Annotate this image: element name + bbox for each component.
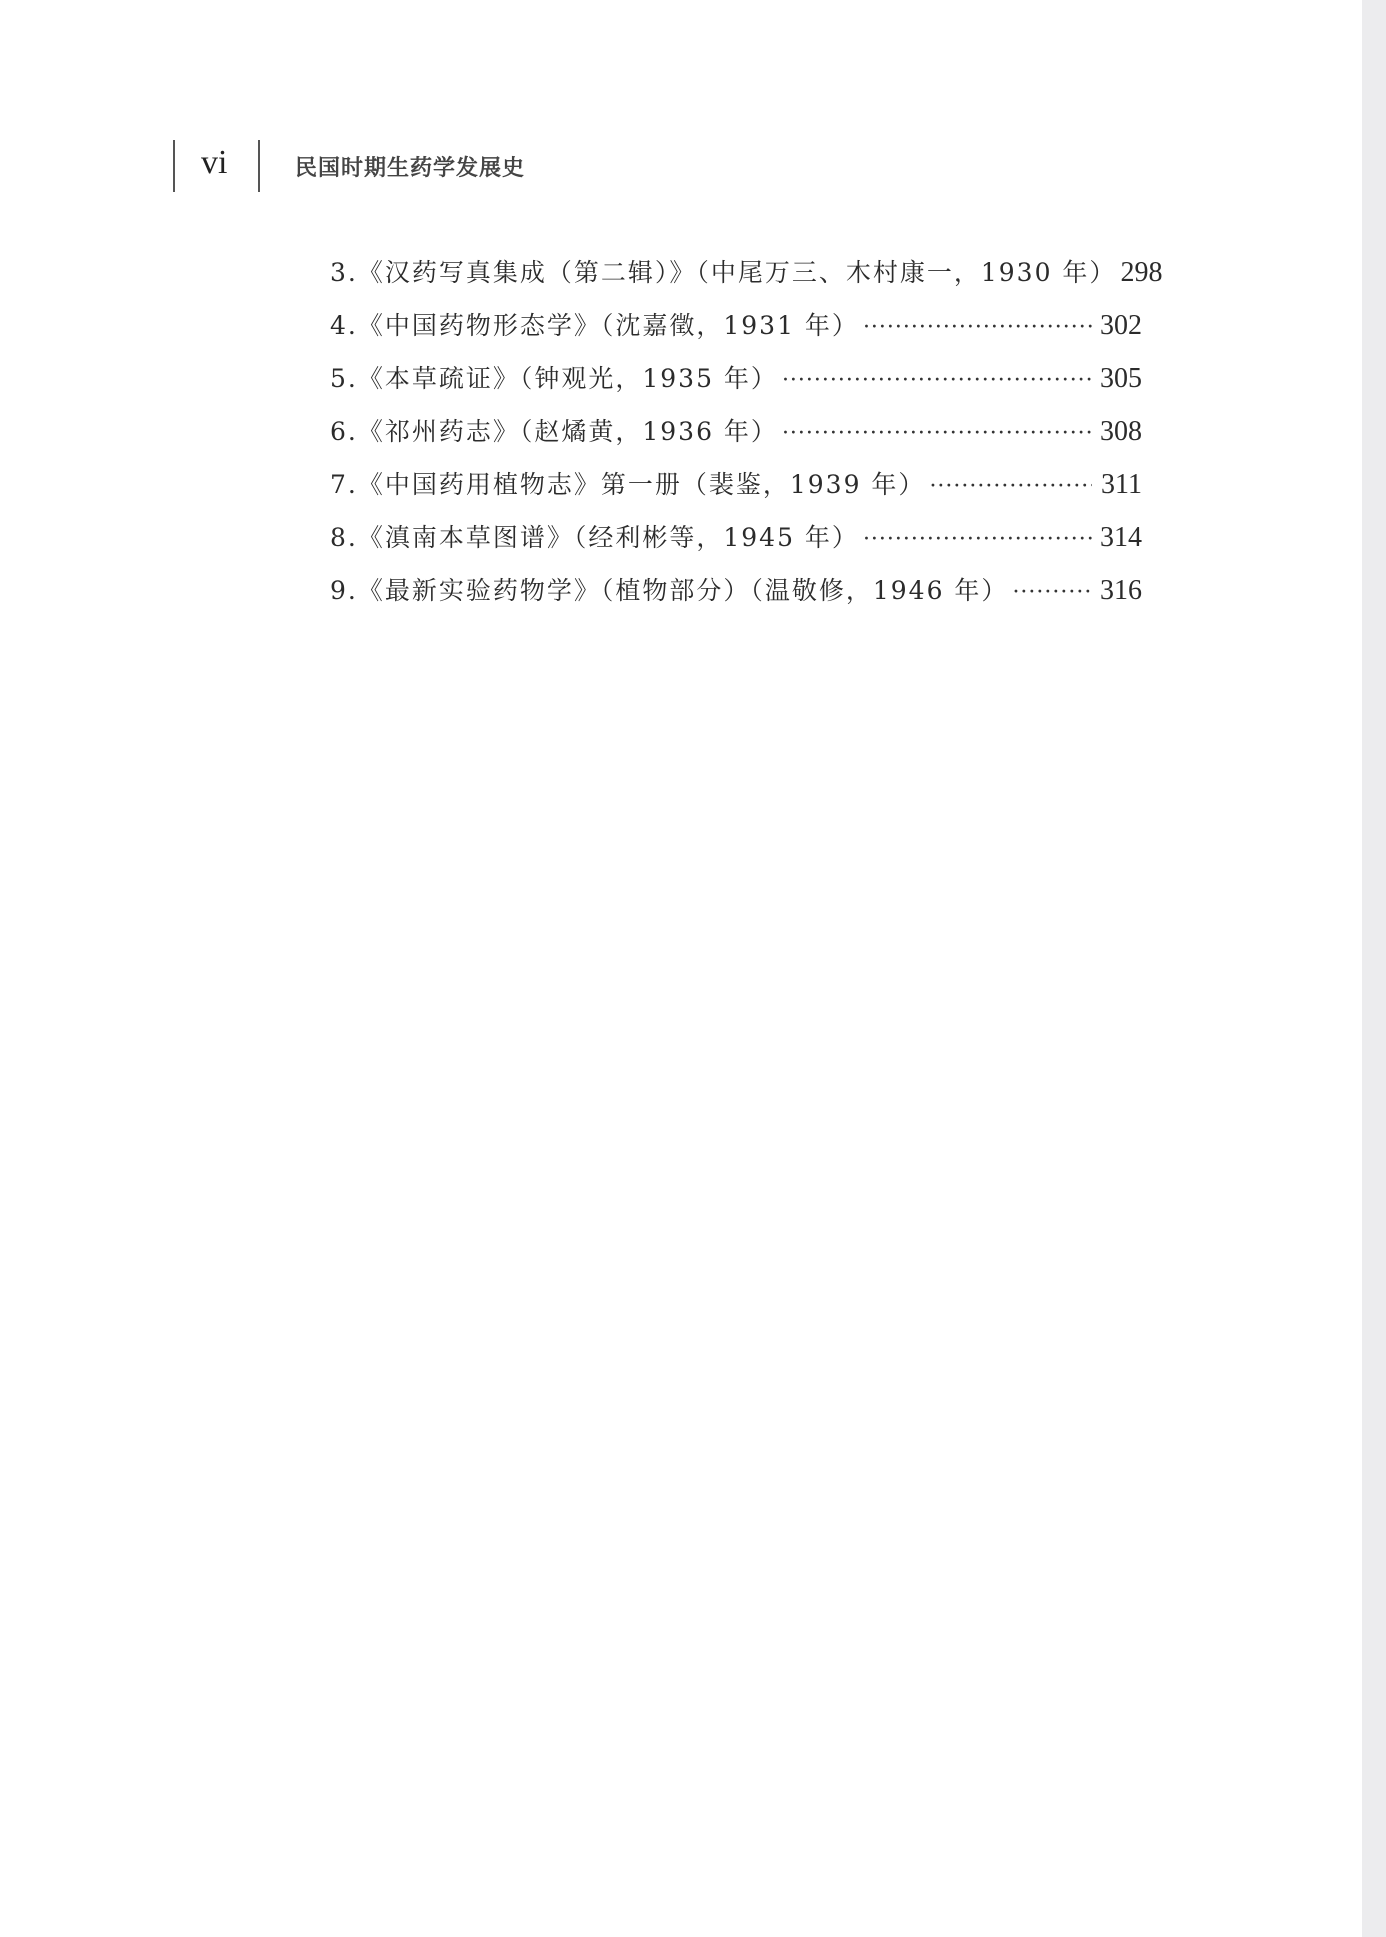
toc-entry-title: 3.《汉药写真集成（第二辑）》（中尾万三、木村康一，1930 年） [330, 258, 1117, 287]
toc-entry[interactable] [330, 253, 1163, 306]
toc-entry-page: 314 [1100, 522, 1142, 553]
toc-entry-page: 305 [1100, 363, 1142, 394]
toc-leader-dots [1012, 573, 1092, 613]
running-header [0, 0, 700, 200]
toc-entry-title: 5.《本草疏证》（钟观光，1935 年） [330, 364, 778, 393]
toc-leader-dots [863, 308, 1092, 348]
toc-entry-title: 8.《滇南本草图谱》（经利彬等，1945 年） [330, 523, 859, 552]
toc-entry[interactable] [330, 306, 1142, 359]
toc-entry-title: 9.《最新实验药物学》（植物部分）（温敬修，1946 年） [330, 576, 1009, 605]
toc-entry-page: 302 [1100, 310, 1142, 341]
toc-entry[interactable] [330, 571, 1142, 624]
toc-entry-title: 6.《祁州药志》（赵燏黄，1936 年） [330, 417, 778, 446]
page-edge-gutter [1362, 0, 1386, 1937]
toc-leader-dots [782, 414, 1092, 454]
toc-entry[interactable] [330, 518, 1142, 571]
table-of-contents [330, 253, 1163, 624]
toc-entry-page: 298 [1120, 257, 1163, 288]
header-divider-rule [258, 140, 260, 192]
toc-entry-page: 308 [1100, 416, 1142, 447]
toc-leader-dots [863, 520, 1092, 560]
page-number: vi [201, 144, 228, 181]
toc-entry[interactable] [330, 359, 1142, 412]
header-left-rule [173, 140, 175, 192]
running-title: 民国时期生药学发展史 [295, 155, 526, 181]
toc-entry-page: 316 [1100, 575, 1142, 606]
toc-entry[interactable] [330, 465, 1142, 518]
toc-leader-dots [782, 361, 1092, 401]
toc-leader-dots [929, 467, 1092, 507]
toc-entry[interactable] [330, 412, 1142, 465]
toc-entry-page: 311 [1101, 469, 1142, 500]
toc-entry-title: 7.《中国药用植物志》第一册（裴鉴，1939 年） [330, 470, 926, 499]
toc-entry-title: 4.《中国药物形态学》（沈嘉徵，1931 年） [330, 311, 859, 340]
